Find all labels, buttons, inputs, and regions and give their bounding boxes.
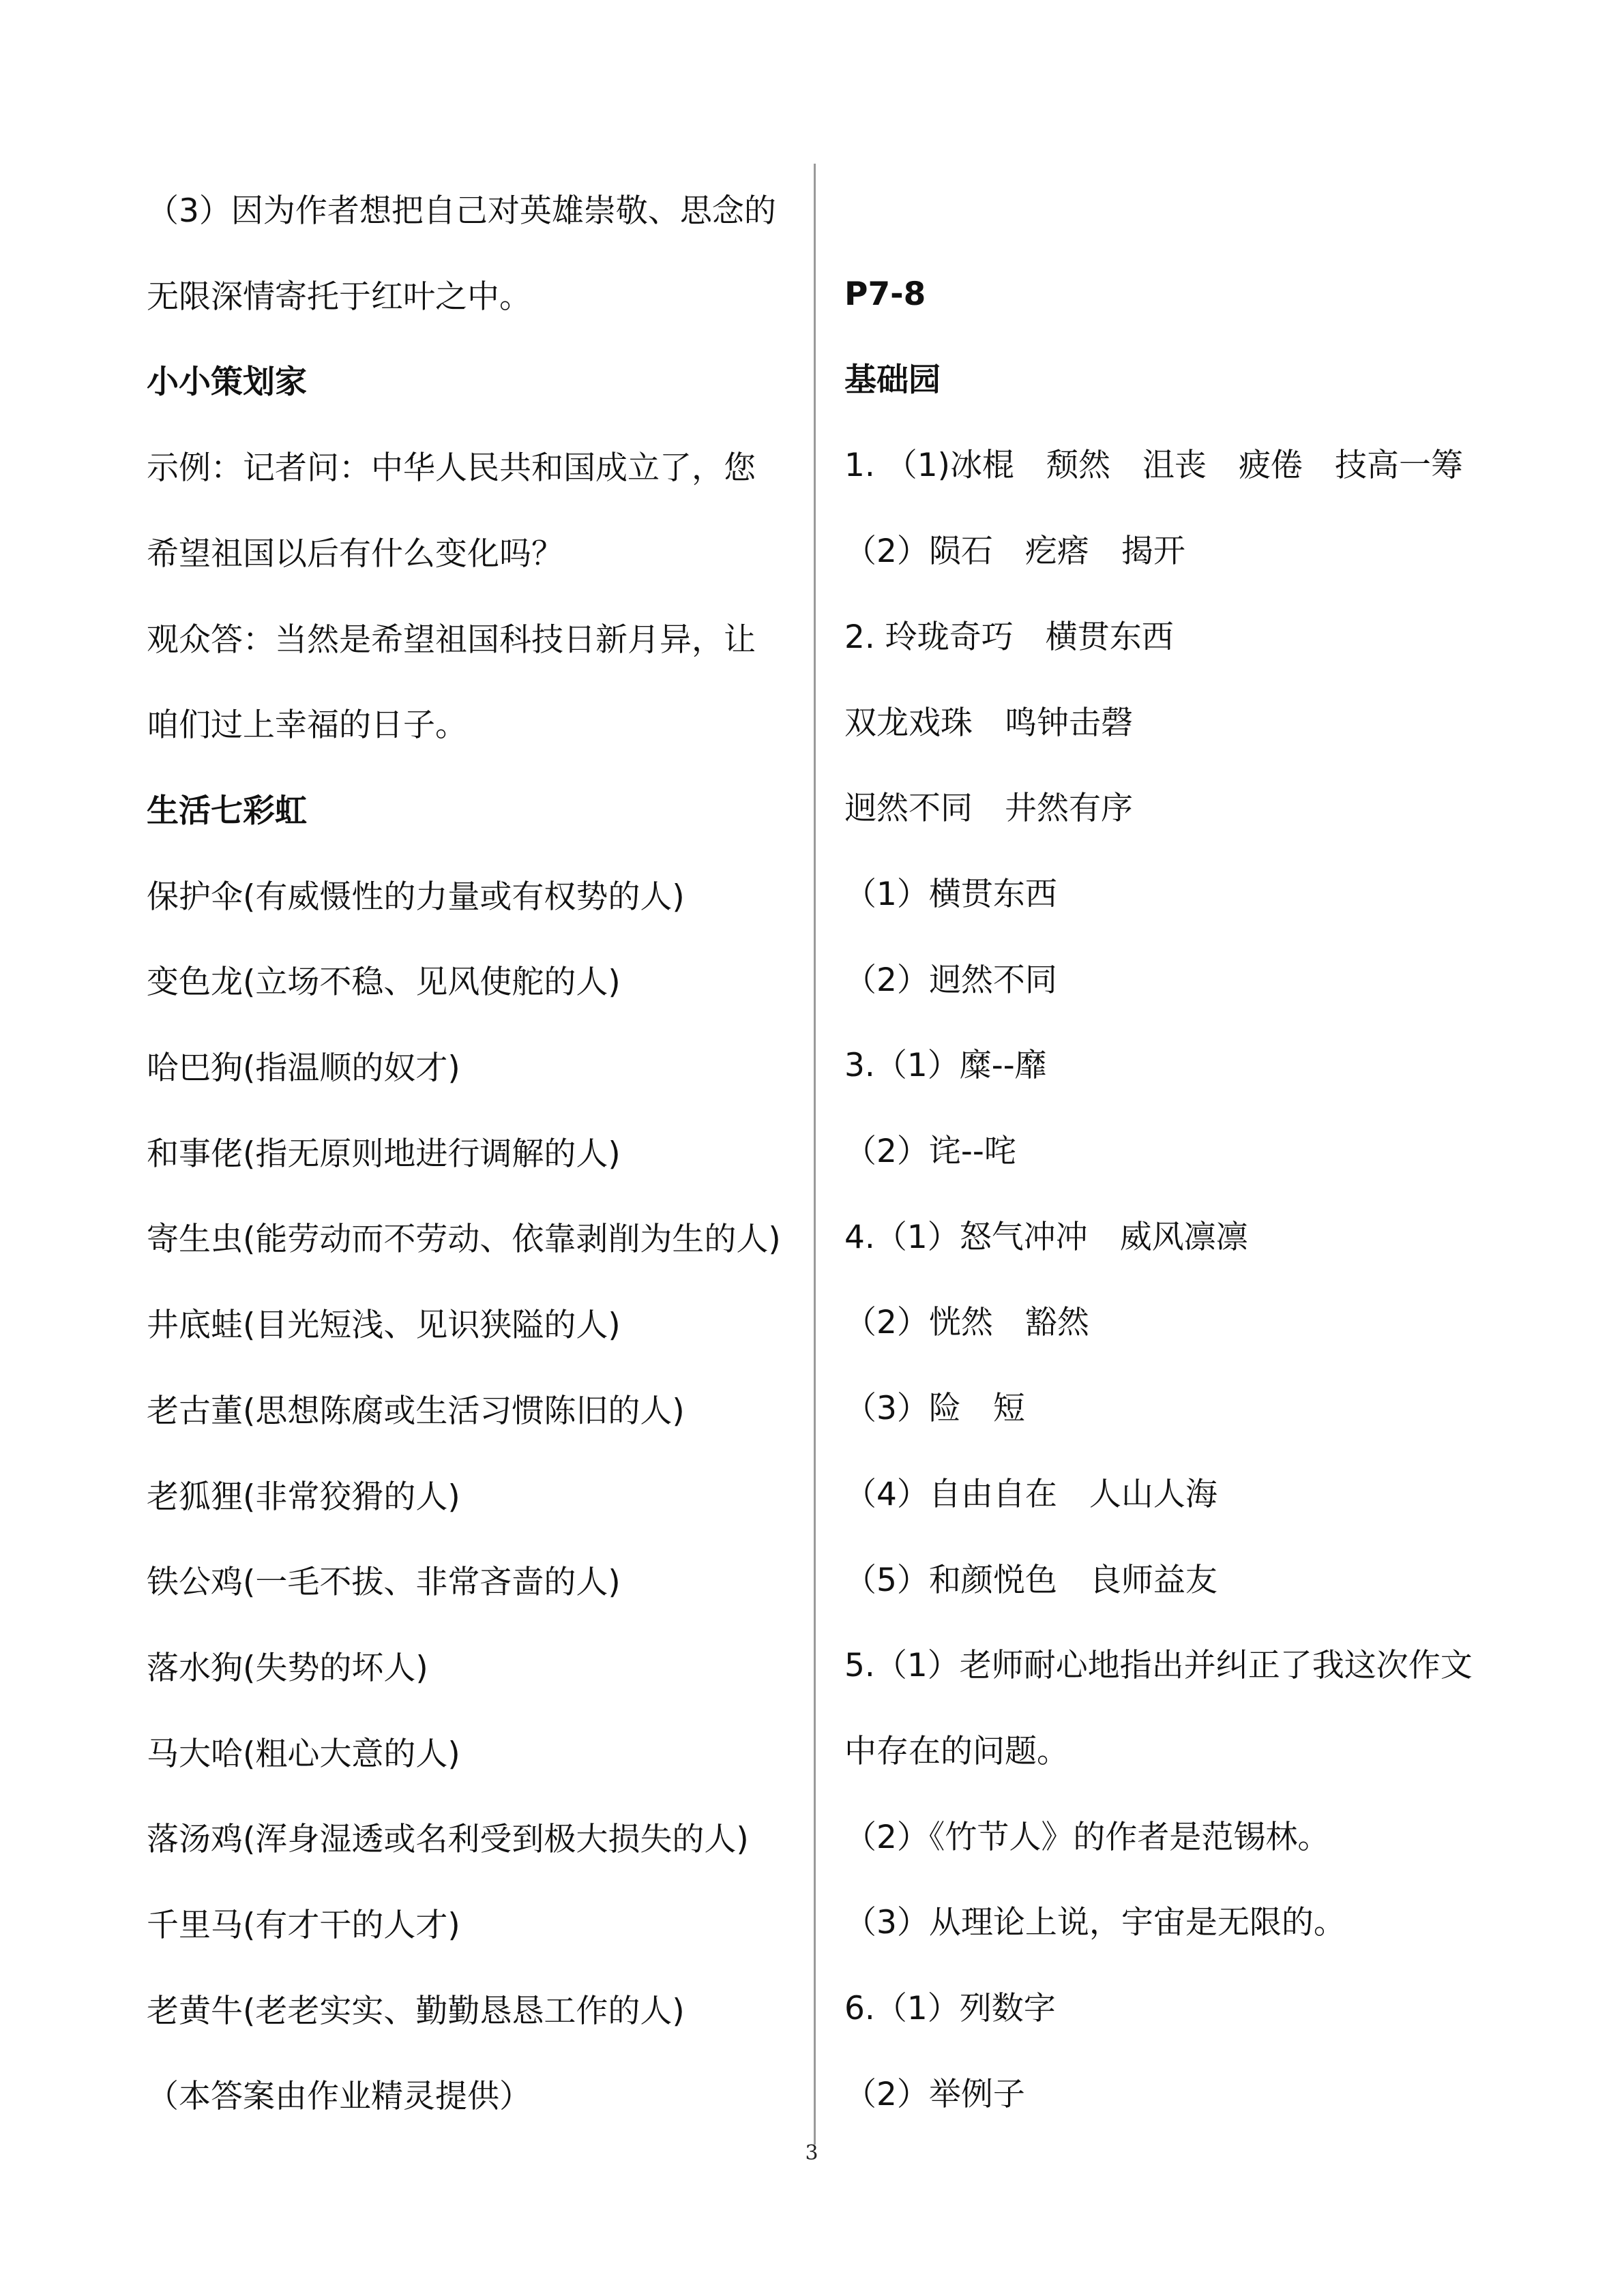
text-line: 铁公鸡(一毛不拔、非常吝啬的人) — [147, 1564, 621, 1601]
text-line: 无限深情寄托于红叶之中。 — [147, 278, 531, 316]
text-line: （3）从理论上说，宇宙是无限的。 — [844, 1904, 1346, 1941]
text-line: 观众答：当然是希望祖国科技日新月异，让 — [147, 621, 756, 659]
text-line: 落汤鸡(浑身湿透或名利受到极大损失的人) — [147, 1821, 749, 1858]
text-line: 和事佬(指无原则地进行调解的人) — [147, 1135, 621, 1173]
text-line: 千里马(有才干的人才) — [147, 1907, 460, 1944]
text-line: 示例：记者问：中华人民共和国成立了，您 — [147, 449, 756, 487]
text-line: 中存在的问题。 — [844, 1733, 1069, 1770]
text-line: 哈巴狗(指温顺的奴才) — [147, 1049, 460, 1087]
text-line: 老黄牛(老老实实、勤勤恳恳工作的人) — [147, 1993, 685, 2030]
text-line: 1. （1)冰棍 颓然 沮丧 疲倦 技高一筹 — [844, 447, 1464, 484]
text-line: 希望祖国以后有什么变化吗？ — [147, 535, 563, 573]
text-line: 迥然不同 井然有序 — [844, 790, 1133, 827]
text-line: （2）举例子 — [844, 2076, 1025, 2113]
text-line: （1）横贯东西 — [844, 876, 1057, 913]
text-line: 井底蛙(目光短浅、见识狭隘的人) — [147, 1307, 621, 1344]
section-heading: 小小策划家 — [147, 363, 307, 401]
text-line: 老古董(思想陈腐或生活习惯陈旧的人) — [147, 1392, 685, 1430]
text-line: 老狐狸(非常狡猾的人) — [147, 1478, 460, 1516]
text-line: （5）和颜悦色 良师益友 — [844, 1562, 1217, 1599]
text-line: 6.（1）列数字 — [844, 1990, 1056, 2027]
text-line: 2. 玲珑奇巧 横贯东西 — [844, 618, 1174, 656]
page-number: 3 — [805, 2141, 818, 2165]
text-line: 5.（1）老师耐心地指出并纠正了我这次作文 — [844, 1647, 1473, 1684]
text-line: （3）因为作者想把自己对英雄崇敬、思念的 — [147, 192, 776, 230]
text-line: （3）险 短 — [844, 1390, 1025, 1427]
text-line: （本答案由作业精灵提供） — [147, 2078, 531, 2115]
text-line: 寄生虫(能劳动而不劳动、依靠剥削为生的人) — [147, 1221, 781, 1258]
text-line: 马大哈(粗心大意的人) — [147, 1735, 460, 1773]
text-line: 4.（1）怒气冲冲 威风凛凛 — [844, 1219, 1248, 1256]
text-line: 3.（1）糜--靡 — [844, 1047, 1047, 1084]
section-heading: P7-8 — [844, 275, 926, 313]
section-heading: 基础园 — [844, 361, 941, 399]
text-line: 咱们过上幸福的日子。 — [147, 706, 467, 744]
text-line: 落水狗(失势的坏人) — [147, 1650, 428, 1687]
text-line: 双龙戏珠 鸣钟击磬 — [844, 704, 1133, 742]
text-line: （2）迥然不同 — [844, 961, 1057, 999]
text-line: （2）《竹节人》的作者是范锡林。 — [844, 1819, 1330, 1856]
column-divider — [814, 164, 816, 2145]
text-line: （2）恍然 豁然 — [844, 1304, 1089, 1341]
section-heading: 生活七彩虹 — [147, 792, 307, 830]
text-line: 变色龙(立场不稳、见风使舵的人) — [147, 964, 621, 1001]
text-line: 保护伞(有威慑性的力量或有权势的人) — [147, 878, 685, 916]
text-line: （4）自由自在 人山人海 — [844, 1476, 1217, 1513]
text-line: （2）诧--咤 — [844, 1133, 1016, 1170]
text-line: （2）陨石 疙瘩 揭开 — [844, 533, 1185, 570]
